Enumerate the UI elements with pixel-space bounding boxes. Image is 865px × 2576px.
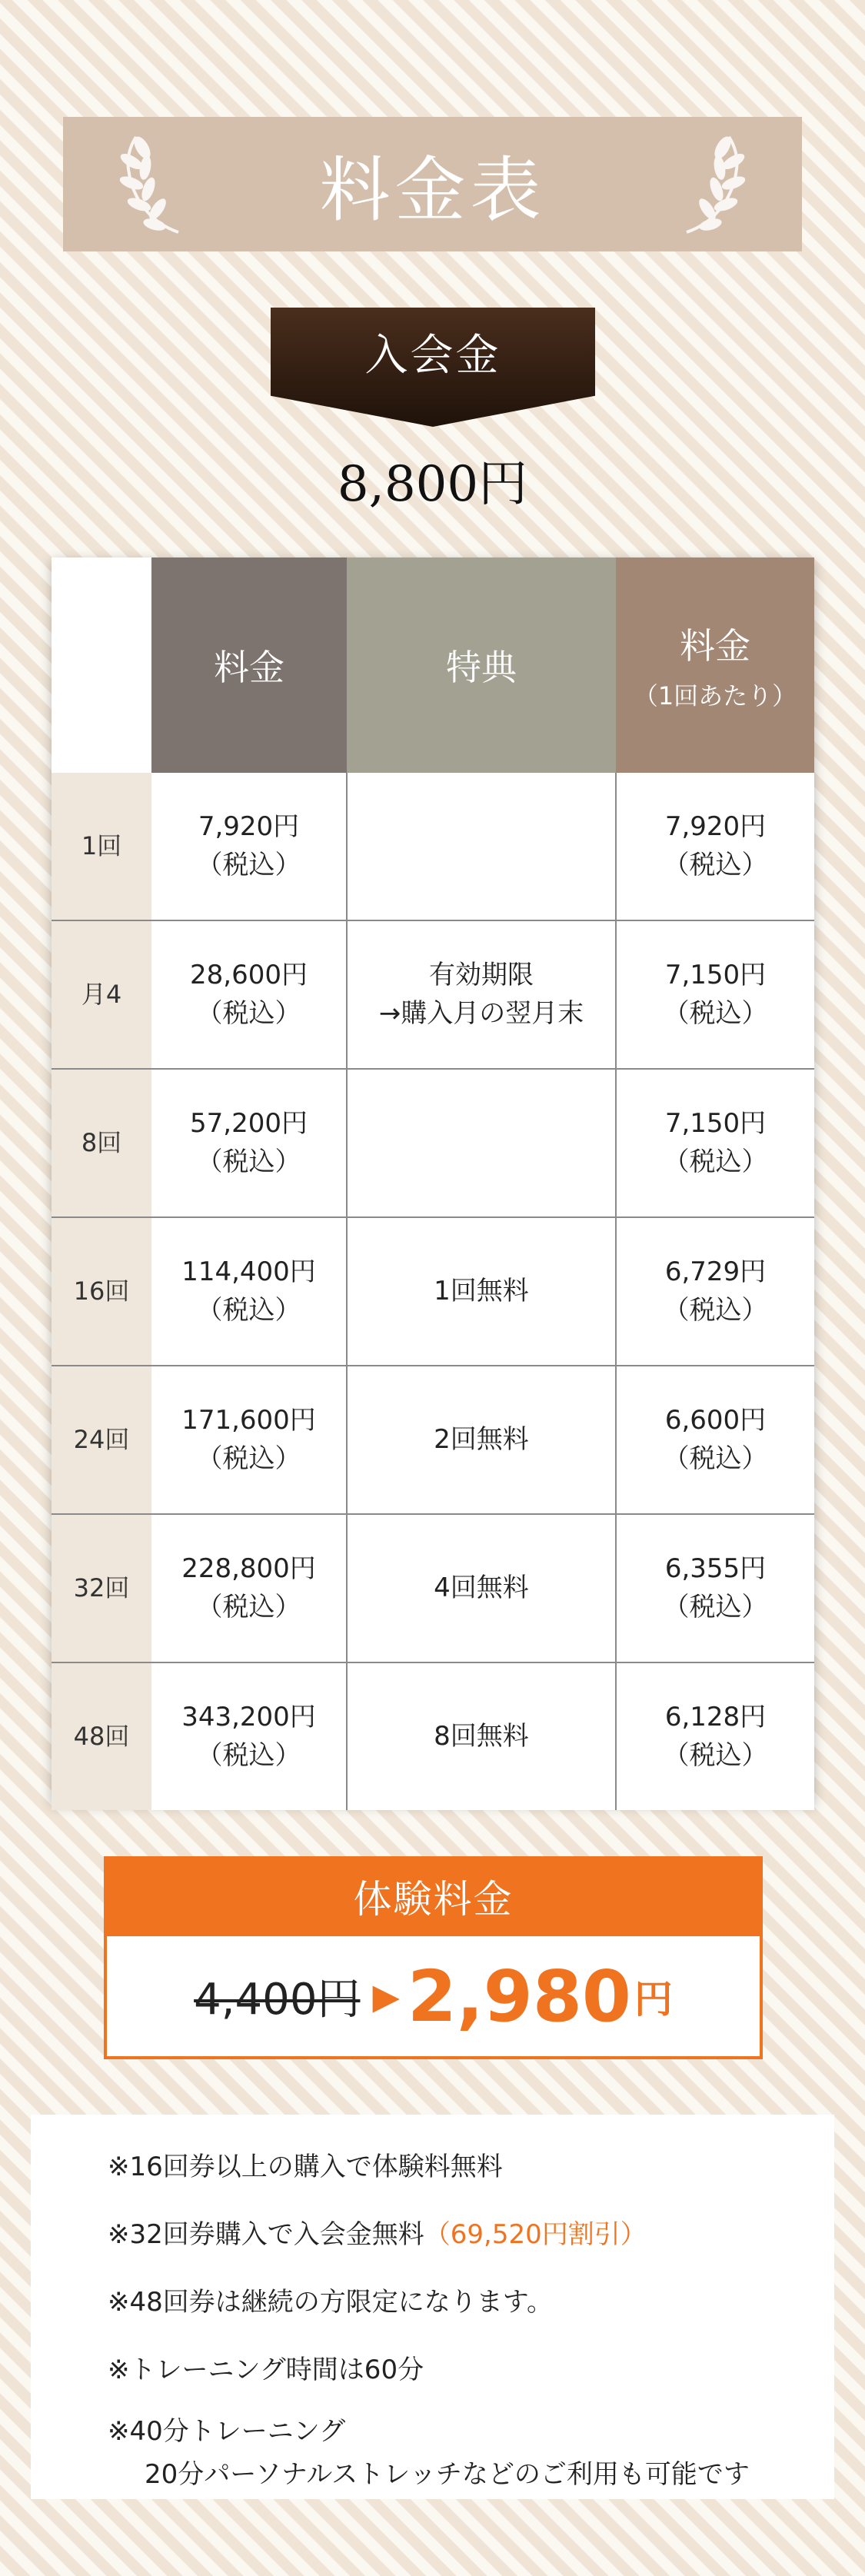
header-unit-price (616, 557, 814, 773)
tax-label: （税込） (196, 1146, 301, 1177)
note-text: ※16回券以上の購入で体験料無料 (108, 2152, 503, 2182)
tax-label: （税込） (663, 1591, 768, 1622)
title-banner (63, 117, 802, 251)
unit-price-cell (616, 1366, 814, 1514)
note-highlight: （69,520円割引） (424, 2219, 647, 2250)
unit-price-value: 6,729円 (664, 1256, 767, 1288)
benefit-line: 有効期限 (429, 960, 534, 991)
benefit-line: →購入月の翌月末 (378, 997, 584, 1029)
benefit-cell (347, 1662, 616, 1810)
header-unit-price-sub: （1回あたり） (633, 681, 797, 711)
tax-label: （税込） (663, 997, 768, 1029)
note-item (108, 2133, 834, 2201)
laurel-right-icon (660, 131, 760, 238)
price-value: 57,200円 (190, 1108, 308, 1140)
unit-price-cell (616, 773, 814, 920)
unit-price-value: 6,128円 (664, 1702, 767, 1733)
table-row (52, 920, 814, 1069)
unit-price-value: 7,920円 (664, 811, 767, 843)
header-blank (52, 557, 151, 773)
unit-price-value: 7,150円 (664, 1108, 767, 1140)
price-table-card (52, 557, 814, 1803)
table-row (52, 1069, 814, 1217)
price-table (52, 557, 814, 1810)
price-value: 343,200円 (181, 1702, 316, 1733)
price-cell (151, 1366, 347, 1514)
price-value: 7,920円 (198, 811, 300, 843)
note-text: ※48回券は継続の方限定になります。 (108, 2287, 554, 2318)
tax-label: （税込） (196, 997, 301, 1029)
plan-cell: 48回 (52, 1662, 151, 1810)
benefit-line: 4回無料 (434, 1572, 529, 1603)
plan-cell: 24回 (52, 1366, 151, 1514)
table-header-row (52, 557, 814, 773)
unit-price-value: 6,600円 (664, 1405, 767, 1436)
header-unit-price-main: 料金 (680, 625, 750, 667)
trial-price-header: 体験料金 (104, 1856, 763, 1936)
unit-price-value: 6,355円 (664, 1553, 767, 1585)
plan-cell: 月4 (52, 920, 151, 1069)
plan-cell: 32回 (52, 1514, 151, 1662)
note-item (108, 2336, 834, 2404)
benefit-cell (347, 1217, 616, 1366)
tax-label: （税込） (663, 1294, 768, 1326)
table-row (52, 773, 814, 920)
price-cell (151, 1217, 347, 1366)
note-item (108, 2268, 834, 2336)
benefit-cell (347, 1069, 616, 1217)
tax-label: （税込） (196, 1443, 301, 1474)
price-value: 114,400円 (181, 1256, 316, 1288)
note-continuation: 20分パーソナルストレッチなどのご利用も可能です (145, 2459, 750, 2490)
entrance-fee-ribbon (271, 308, 595, 427)
entrance-fee-label: 入会金 (364, 331, 501, 381)
benefit-line: 8回無料 (434, 1720, 529, 1752)
tax-label: （税込） (663, 1146, 768, 1177)
note-text: ※トレーニング時間は60分 (108, 2355, 424, 2385)
unit-price-value: 7,150円 (664, 960, 767, 991)
tax-label: （税込） (663, 1443, 768, 1474)
entrance-fee-price: 8,800円 (337, 456, 528, 513)
price-value: 28,600円 (190, 960, 308, 991)
tax-label: （税込） (196, 1294, 301, 1326)
table-row (52, 1366, 814, 1514)
tax-label: （税込） (196, 1591, 301, 1622)
note-text: ※32回券購入で入会金無料 (108, 2219, 424, 2250)
table-row (52, 1514, 814, 1662)
benefit-cell (347, 1514, 616, 1662)
tax-label: （税込） (663, 1739, 768, 1771)
plan-cell: 8回 (52, 1069, 151, 1217)
benefit-cell (347, 1366, 616, 1514)
table-row (52, 1217, 814, 1366)
unit-price-cell (616, 1662, 814, 1810)
note-item (108, 2201, 834, 2268)
notes-box (31, 2115, 834, 2499)
benefit-line: 1回無料 (434, 1275, 529, 1306)
tax-label: （税込） (196, 1739, 301, 1771)
price-cell (151, 920, 347, 1069)
trial-price-body (104, 1936, 763, 2059)
price-value: 228,800円 (181, 1553, 316, 1585)
arrow-right-icon: ▶ (372, 1975, 400, 2017)
plan-cell: 16回 (52, 1217, 151, 1366)
table-row (52, 1662, 814, 1810)
tax-label: （税込） (663, 849, 768, 880)
page-title: 料金表 (319, 148, 546, 231)
trial-yen-unit: 円 (634, 1977, 673, 2022)
unit-price-cell (616, 1514, 814, 1662)
unit-price-cell (616, 1217, 814, 1366)
benefit-line: 2回無料 (434, 1423, 529, 1455)
header-benefit: 特典 (347, 557, 616, 773)
trial-old-price: 4,400円 (194, 1975, 361, 2025)
note-item (108, 2404, 834, 2496)
price-cell (151, 1514, 347, 1662)
benefit-cell (347, 920, 616, 1069)
note-text: ※40分トレーニング (108, 2416, 346, 2447)
header-price: 料金 (151, 557, 347, 773)
unit-price-cell (616, 920, 814, 1069)
price-cell (151, 773, 347, 920)
benefit-cell (347, 773, 616, 920)
price-cell (151, 1069, 347, 1217)
tax-label: （税込） (196, 849, 301, 880)
laurel-left-icon (105, 131, 205, 238)
price-value: 171,600円 (181, 1405, 316, 1436)
price-cell (151, 1662, 347, 1810)
trial-new-price: 2,980 (407, 1955, 631, 2038)
plan-cell: 1回 (52, 773, 151, 920)
unit-price-cell (616, 1069, 814, 1217)
